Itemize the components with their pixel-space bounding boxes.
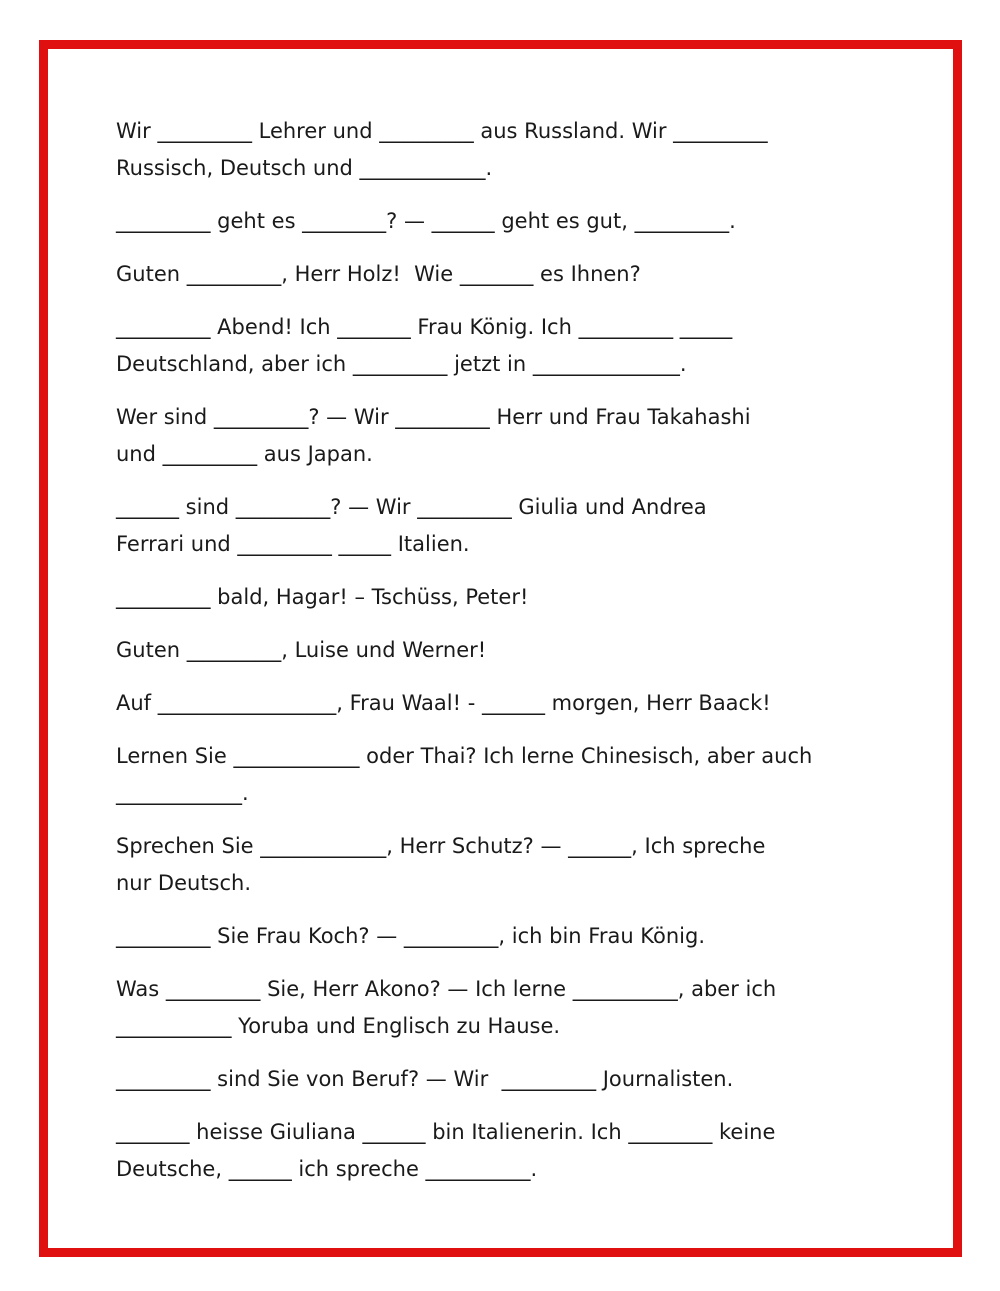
exercise-line: _________ Abend! Ich _______ Frau König. Ich _________ _____ xyxy=(116,315,733,339)
exercise-line: _________ sind Sie von Beruf? — Wir _________ Journalisten. xyxy=(116,1067,734,1091)
exercise-line: Guten _________, Herr Holz! Wie _______ es Ihnen? xyxy=(116,262,641,286)
exercise-item xyxy=(116,632,906,669)
exercise-line: Wer sind _________? — Wir _________ Herr und Frau Takahashi xyxy=(116,405,751,429)
worksheet xyxy=(116,113,906,1188)
exercise-line: Sprechen Sie ____________, Herr Schutz? — ______, Ich spreche xyxy=(116,834,766,858)
exercise-line: nur Deutsch. xyxy=(116,871,252,895)
exercise-item xyxy=(116,579,906,616)
exercise-item xyxy=(116,685,906,722)
exercise-line: Russisch, Deutsch und ____________. xyxy=(116,156,493,180)
exercise-item xyxy=(116,971,906,1045)
exercise-item xyxy=(116,828,906,902)
exercise-line: _________ geht es ________? — ______ geht es gut, _________. xyxy=(116,209,736,233)
exercise-line: ___________ Yoruba und Englisch zu Hause. xyxy=(116,1014,561,1038)
exercise-item xyxy=(116,1061,906,1098)
exercise-line: Guten _________, Luise und Werner! xyxy=(116,638,487,662)
exercise-line: ____________. xyxy=(116,781,249,805)
exercise-item xyxy=(116,738,906,812)
exercise-item xyxy=(116,1114,906,1188)
exercise-item xyxy=(116,489,906,563)
exercise-line: _______ heisse Giuliana ______ bin Italienerin. Ich ________ keine xyxy=(116,1120,776,1144)
exercise-item xyxy=(116,256,906,293)
exercise-line: Lernen Sie ____________ oder Thai? Ich lerne Chinesisch, aber auch xyxy=(116,744,813,768)
exercise-line: und _________ aus Japan. xyxy=(116,442,373,466)
exercise-item xyxy=(116,113,906,187)
exercise-line: _________ bald, Hagar! – Tschüss, Peter! xyxy=(116,585,529,609)
exercise-line: Ferrari und _________ _____ Italien. xyxy=(116,532,470,556)
exercise-line: Deutsche, ______ ich spreche __________. xyxy=(116,1157,538,1181)
exercise-item xyxy=(116,203,906,240)
exercise-line: Was _________ Sie, Herr Akono? — Ich lerne __________, aber ich xyxy=(116,977,777,1001)
exercise-item xyxy=(116,399,906,473)
exercise-line: _________ Sie Frau Koch? — _________, ich bin Frau König. xyxy=(116,924,706,948)
exercise-line: Auf _________________, Frau Waal! - ______ morgen, Herr Baack! xyxy=(116,691,771,715)
exercise-line: Wir _________ Lehrer und _________ aus Russland. Wir _________ xyxy=(116,119,768,143)
exercise-line: Deutschland, aber ich _________ jetzt in ______________. xyxy=(116,352,687,376)
exercise-line: ______ sind _________? — Wir _________ Giulia und Andrea xyxy=(116,495,707,519)
exercise-item xyxy=(116,309,906,383)
exercise-item xyxy=(116,918,906,955)
